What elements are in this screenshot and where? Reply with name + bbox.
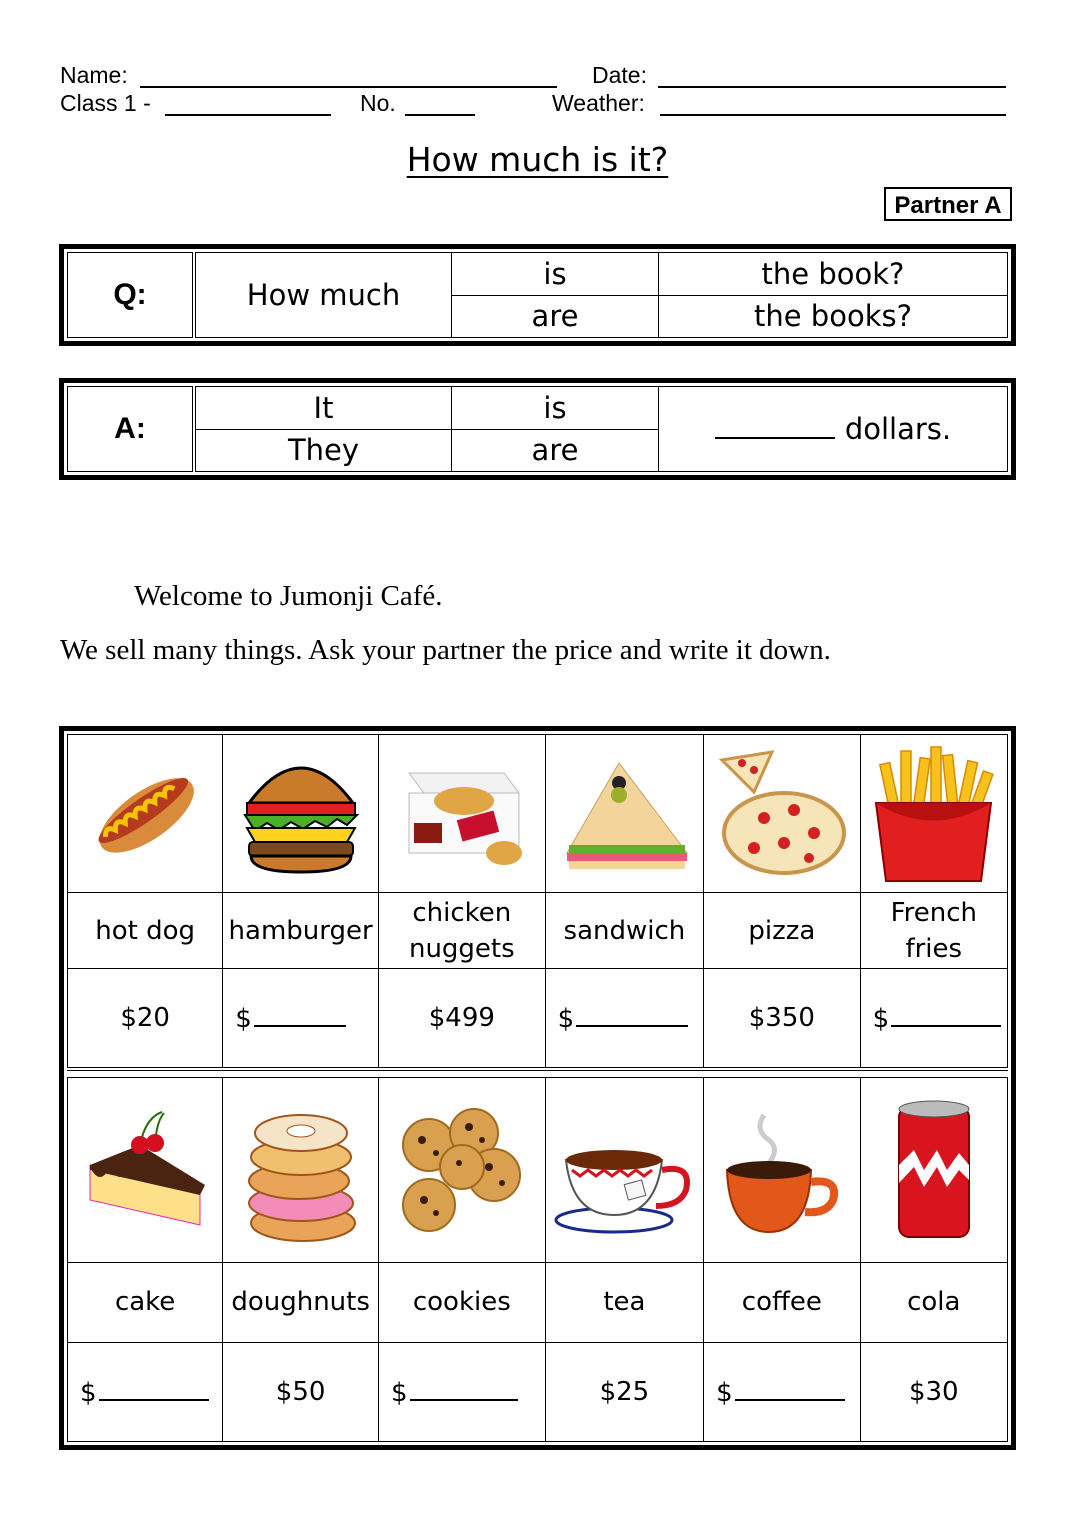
price-pizza: $350	[704, 969, 860, 1069]
menu-name-row	[68, 892, 1008, 968]
question-table	[59, 244, 1016, 346]
chicken-nuggets-icon	[378, 735, 545, 893]
subject-it-cell: It	[194, 387, 452, 430]
answer-table	[59, 378, 1016, 480]
cake-icon	[68, 1078, 223, 1262]
page-title: How much is it?	[406, 140, 669, 179]
item-name-cake: cake	[68, 1262, 223, 1342]
price-cola: $30	[860, 1343, 1007, 1442]
price-hot-dog: $20	[68, 969, 223, 1069]
number-field[interactable]	[405, 114, 475, 116]
date-label: Date:	[592, 62, 647, 88]
class-label: Class 1 -	[60, 90, 151, 116]
price-cookies[interactable]: $	[378, 1343, 545, 1442]
answer-verb-is-cell: is	[452, 387, 659, 430]
sandwich-icon	[545, 735, 703, 893]
name-field[interactable]	[140, 86, 557, 88]
coffee-icon	[704, 1078, 860, 1262]
welcome-heading: Welcome to Jumonji Café.	[134, 580, 443, 612]
menu-image-row	[68, 735, 1008, 893]
cola-icon	[860, 1078, 1007, 1262]
verb-are-cell: are	[452, 295, 659, 338]
item-name-chicken-nuggets: chicken nuggets	[378, 892, 545, 968]
item-name-cola: cola	[860, 1262, 1007, 1342]
item-name-hot-dog: hot dog	[68, 892, 223, 968]
how-much-cell: How much	[194, 253, 452, 338]
doughnuts-icon	[223, 1078, 379, 1262]
price-sandwich[interactable]: $	[545, 969, 703, 1069]
partner-badge: Partner A	[884, 187, 1012, 221]
weather-field[interactable]	[660, 114, 1006, 116]
item-name-doughnuts: doughnuts	[223, 1262, 379, 1342]
number-label: No.	[360, 90, 396, 116]
menu-image-row-2	[68, 1078, 1008, 1262]
item-name-sandwich: sandwich	[545, 892, 703, 968]
item-name-tea: tea	[545, 1262, 703, 1342]
pizza-icon	[704, 735, 860, 893]
price-chicken-nuggets: $499	[378, 969, 545, 1069]
item-name-coffee: coffee	[704, 1262, 860, 1342]
price-hamburger[interactable]: $	[223, 969, 379, 1069]
item-name-pizza: pizza	[704, 892, 860, 968]
answer-label: A:	[68, 387, 195, 472]
menu-table	[59, 726, 1016, 1450]
subject-they-cell: They	[194, 429, 452, 472]
date-field[interactable]	[658, 86, 1006, 88]
menu-name-row-2	[68, 1262, 1008, 1342]
dollars-text: dollars.	[844, 412, 952, 446]
item-name-hamburger: hamburger	[223, 892, 379, 968]
price-french-fries[interactable]: $	[860, 969, 1007, 1069]
price-coffee[interactable]: $	[704, 1343, 860, 1442]
verb-is-cell: is	[452, 253, 659, 296]
instruction-text: We sell many things. Ask your partner the price and write it down.	[60, 634, 831, 666]
name-label: Name:	[60, 62, 128, 88]
price-cake[interactable]: $	[68, 1343, 223, 1442]
tea-icon	[545, 1078, 703, 1262]
hot-dog-icon	[68, 735, 223, 893]
item-name-cookies: cookies	[378, 1262, 545, 1342]
weather-label: Weather:	[552, 90, 645, 116]
dollars-blank[interactable]	[715, 423, 835, 439]
answer-verb-are-cell: are	[452, 429, 659, 472]
question-label: Q:	[68, 253, 195, 338]
menu-price-row-2	[68, 1343, 1008, 1442]
dollars-cell	[659, 387, 1008, 472]
cookies-icon	[378, 1078, 545, 1262]
price-doughnuts: $50	[223, 1343, 379, 1442]
menu-price-row	[68, 969, 1008, 1069]
object-singular-cell: the book?	[659, 253, 1008, 296]
french-fries-icon	[860, 735, 1007, 893]
hamburger-icon	[223, 735, 379, 893]
price-tea: $25	[545, 1343, 703, 1442]
item-name-french-fries: French fries	[860, 892, 1007, 968]
class-field[interactable]	[165, 114, 331, 116]
menu-divider	[68, 1069, 1008, 1078]
object-plural-cell: the books?	[659, 295, 1008, 338]
